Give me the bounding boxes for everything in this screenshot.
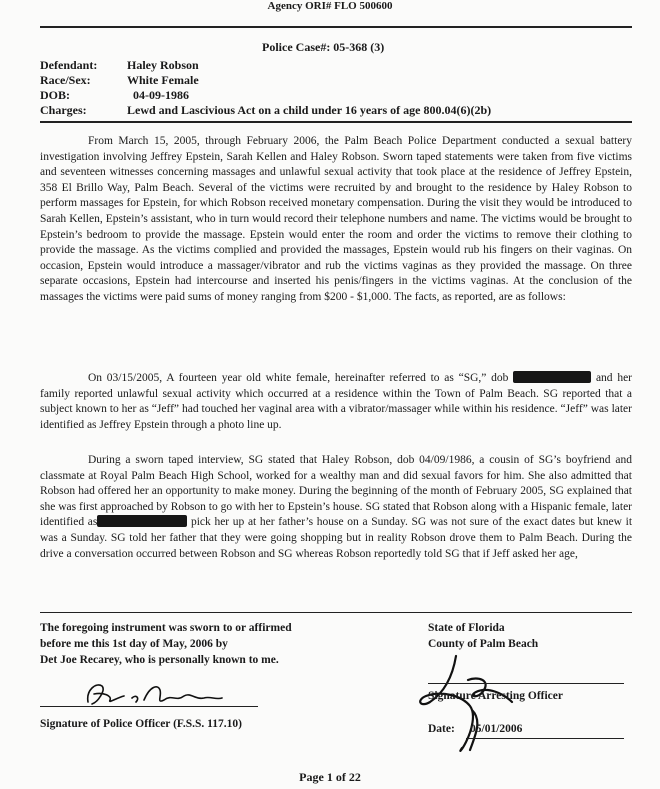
- narrative-paragraph-1: [40, 134, 632, 306]
- sworn-line-2: before me this 1st day of May, 2006 by: [40, 638, 228, 650]
- narrative-paragraph-2: [40, 371, 632, 433]
- date-label: Date:: [428, 723, 455, 735]
- paragraph-text-b: and her family reported unlawful sexual activity which occurred at a residence within the Town of Palm Beach. SG reported that a subject known to her as “Jeff” had touched her vaginal area with a vibrator/massager while within his residence. “Jeff” was later identified as Jeffrey Epstein through a photo line up.: [40, 372, 632, 431]
- county-label: County of Palm Beach: [428, 638, 539, 650]
- footer-rule: [40, 612, 632, 613]
- redaction-block: [513, 371, 591, 383]
- paragraph-text: From March 15, 2005, through February 2006, the Palm Beach Police Department conducted a sexual battery investigation involving Jeffrey Epstein, Sarah Kellen and Haley Robson. Sworn taped statements were taken from five victims and seventeen witnesses concerning massages and unlawful sexual activity that took place at the residence of Jeffrey Epstein, 358 El Brillo Way, Palm Beach. Several of the victims were recruited by and brought to the residence by Haley Robson to perform massages for Epstein, for which Robson received monetary compensation. During the visit they would be introduced to Sarah Kellen, Epstein’s assistant, who in turn would record their telephone numbers and name. The victims would be brought to Epstein’s bedroom to provide the massage. Epstein would enter the room and order the victims to remove their clothing to provide the massage. As the victims complied and provided the massages, Epstein would rub his fingers on their vaginas. On occasion, Epstein would introduce a massager/vibrator and rub the victims vaginas as they provided the massage. On three separate occasions, Epstein had intercourse and inserted his penis/fingers in the victims vaginas. At the conclusion of the massages the victims were paid sums of money ranging from $200 - $1,000. The facts, as reported, are as follows:: [40, 135, 632, 303]
- field-value: Lewd and Lascivious Act on a child under 16 years of age 800.04(6)(2b): [127, 103, 492, 117]
- state-label: State of Florida: [428, 622, 505, 634]
- agency-ori: Agency ORI# FLO 500600: [267, 0, 393, 12]
- field-value: White Female: [127, 73, 199, 87]
- police-case-number: Police Case#: 05-368 (3): [262, 40, 385, 54]
- officer-signature-label: Signature of Police Officer (F.S.S. 117.10): [40, 718, 242, 730]
- field-label: Race/Sex:: [40, 73, 91, 87]
- sworn-line-3: Det Joe Recarey, who is personally known to me.: [40, 654, 279, 666]
- paragraph-text-b: pick her up at her father’s house on a Sunday. SG was not sure of the exact dates but knew it was a Sunday. SG told her father that they were going shopping but in reality Robson drove them to Palm Beach. During the drive a conversation occurred between Robson and SG whereas Robson reportedly told SG that if Jeff asked her age,: [40, 516, 633, 560]
- arresting-signature-line: [428, 683, 624, 684]
- field-label: DOB:: [40, 88, 70, 102]
- date-value: 05/01/2006: [470, 723, 523, 735]
- field-label: Defendant:: [40, 58, 98, 72]
- date-line: [466, 738, 624, 739]
- redaction-block: [97, 515, 187, 527]
- sworn-statement: [40, 620, 380, 668]
- paragraph-3-text: [40, 453, 632, 562]
- arresting-officer-signature: [412, 650, 542, 760]
- arresting-officer-label: Signature Arresting Officer: [428, 690, 563, 702]
- field-value: 04-09-1986: [133, 88, 189, 102]
- field-value: Haley Robson: [127, 58, 199, 72]
- officer-signature-line: [40, 706, 258, 707]
- header-rule: [40, 121, 632, 123]
- field-label: Charges:: [40, 103, 87, 117]
- top-rule: [40, 26, 632, 28]
- sworn-line-1: The foregoing instrument was sworn to or affirmed: [40, 622, 292, 634]
- police-officer-signature: [80, 676, 230, 710]
- page-number: Page 1 of 22: [299, 770, 361, 784]
- paragraph-2-text: [40, 371, 632, 433]
- narrative-paragraph-3: [40, 453, 632, 562]
- jurisdiction: [428, 620, 628, 652]
- paragraph-text-a: On 03/15/2005, A fourteen year old white female, hereinafter referred to as “SG,” dob: [88, 372, 509, 384]
- paragraph-text-a: During a sworn taped interview, SG stated that Haley Robson, dob 04/09/1986, a cousin of SG’s boyfriend and classmate at Royal Palm Beach High School, worked for a wealthy man and did sexual favors for him. She also admitted that Robson had offered her an opportunity to make money. During the beginning of the month of February 2005, SG explained that she was first approached by Robson to go with her to Epstein’s house. SG stated that Robson along with a Hispanic female, later identified as: [40, 454, 632, 529]
